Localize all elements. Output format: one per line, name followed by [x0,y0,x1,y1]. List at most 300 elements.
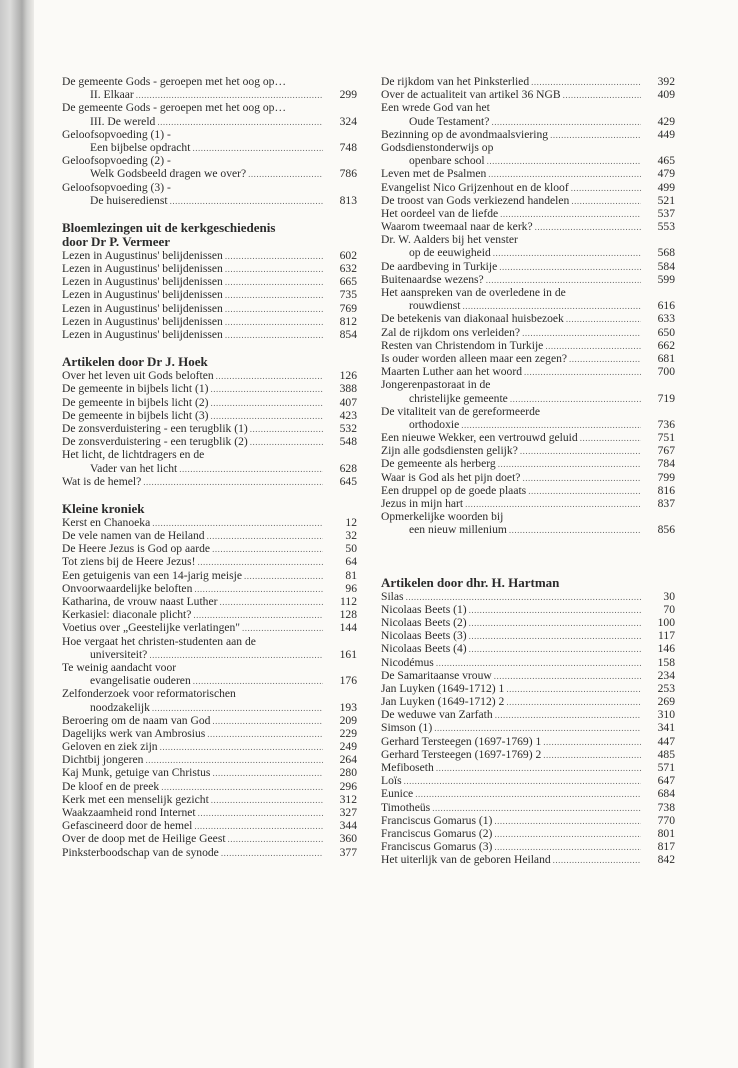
toc-page-number: 616 [657,299,675,313]
toc-row [381,774,675,787]
toc-row [62,806,357,819]
toc-entry-title: Jan Luyken (1649-1712) 2 [381,695,505,709]
toc-row [381,312,675,325]
toc-row [381,352,675,365]
toc-page-number: 269 [657,695,675,709]
toc-entry-title: Kerk met een menselijk gezicht [62,792,209,806]
toc-entry-title: De betekenis van diakonaal huisbezoek [381,312,564,326]
dot-leader [221,847,323,859]
dot-leader [469,630,641,642]
toc-entry [62,181,357,207]
toc-entry-title: Franciscus Gomarus (2) [381,826,493,840]
toc-entry [62,608,357,621]
dot-leader [469,604,641,616]
toc-page-number: 81 [345,568,357,582]
dot-leader [436,762,641,774]
toc-entry-title: Tot ziens bij de Heere Jezus! [62,555,196,569]
toc-entry-title: Kaj Munk, getuige van Christus [62,766,211,780]
toc-entry-title: Waakzaamheid rond Internet [62,806,196,819]
toc-entry [381,339,675,352]
toc-entry-title: op de eeuwigheid [409,246,491,260]
dot-leader [545,340,641,352]
toc-entry [381,629,675,642]
dot-leader [161,781,323,793]
toc-row [381,669,675,682]
dot-leader [193,675,323,687]
toc-entry [381,840,675,853]
toc-row [62,727,357,740]
toc-entry [62,262,357,275]
toc-entry-title: Geloofsopvoeding (2) - [62,154,171,168]
toc-entry-title: Vader van het licht [90,461,178,475]
toc-entry-title: De aardbeving in Turkije [381,259,498,273]
toc-entry [62,435,357,448]
dot-leader [228,833,323,845]
dot-leader [207,530,323,542]
toc-row [62,288,357,301]
dot-leader [406,591,641,603]
toc-page-number: 50 [345,542,357,556]
toc-page-number: 681 [657,351,675,365]
toc-entry [62,448,357,474]
dot-leader [210,397,323,409]
toc-entry [62,753,357,766]
toc-entry-title: Bezinning op de avondmaalsviering [381,127,549,141]
toc-entry [62,154,357,180]
hoek-entries [62,369,357,488]
toc-entry [62,582,357,595]
toc-row [381,405,675,418]
toc-entry-title: Gerhard Tersteegen (1697-1769) 2 [381,747,542,761]
toc-row [62,753,357,766]
toc-entry [62,766,357,779]
toc-entry-title: Jan Luyken (1649-1712) 1 [381,681,505,695]
toc-row [62,621,357,634]
toc-page-number: 407 [339,395,357,409]
toc-entry-title: Pinksterboodschap van de synode [62,845,219,859]
toc-page-number: 769 [339,301,357,315]
toc-entry-title: De weduwe van Zarfath [381,708,493,722]
dot-leader [212,715,323,727]
toc-row [62,141,357,154]
dot-leader [494,670,641,682]
toc-entry-title: Mefiboseth [381,761,434,774]
toc-row [62,181,357,194]
toc-entry-title: evangelisatie ouderen [90,674,191,688]
toc-entry-title: Lezen in Augustinus' belijdenissen [62,314,223,328]
dot-leader [436,657,641,669]
dot-leader [494,815,641,827]
toc-row [62,819,357,832]
toc-row [62,315,357,328]
toc-entry-title: Gerhard Tersteegen (1697-1769) 1 [381,734,542,748]
toc-page-number: 161 [339,647,357,661]
toc-entry [381,748,675,761]
toc-row [381,115,675,128]
toc-entry [62,595,357,608]
toc-row [381,590,675,603]
toc-row [381,642,675,655]
toc-entry-title: De gemeente Gods - geroepen met het oog op… [62,75,287,88]
toc-row [62,448,357,461]
toc-entry-title: Waarom tweemaal naar de kerk? [381,220,533,234]
toc-page-number: 700 [657,365,675,379]
toc-page-number: 144 [339,621,357,635]
dot-leader [143,476,323,488]
toc-page-number: 327 [339,806,357,819]
section-heading-kroniek: Kleine kroniek [62,500,145,516]
toc-row [381,378,675,391]
toc-entry [62,727,357,740]
toc-entry [381,827,675,840]
toc-row [62,462,357,475]
toc-row [381,484,675,497]
toc-row [381,457,675,470]
toc-page-number: 479 [657,167,675,181]
toc-entry-title: orthodoxie [409,417,460,431]
dot-leader [404,775,641,787]
toc-entry [381,669,675,682]
dot-leader [469,617,641,629]
toc-row [62,793,357,806]
toc-page-number: 296 [339,779,357,793]
toc-entry-title: Welk Godsbeeld dragen we over? [90,167,247,181]
toc-row [381,167,675,180]
toc-entry-title: Waar is God als het pijn doet? [381,470,521,484]
toc-row [381,523,675,536]
toc-page-number: 662 [657,338,675,352]
toc-row [381,339,675,352]
toc-page-number: 842 [657,853,675,867]
toc-row [381,101,675,114]
dot-leader [225,303,323,315]
toc-row [381,616,675,629]
toc-page-number: 449 [657,127,675,141]
dot-leader [207,728,323,740]
toc-row [62,262,357,275]
toc-entry [381,814,675,827]
dot-leader [543,736,641,748]
toc-row [62,832,357,845]
section-heading-hartman: Artikelen door dhr. H. Hartman [381,574,560,590]
dot-leader [179,463,323,475]
toc-row [62,595,357,608]
toc-entry [381,590,675,603]
toc-entry-title: Lezen in Augustinus' belijdenissen [62,262,223,276]
dot-leader [194,820,323,832]
toc-entry-title: noodzakelijk [90,700,150,714]
toc-row [381,299,675,312]
toc-entry [381,656,675,669]
toc-row [62,766,357,779]
toc-entry [62,635,357,661]
toc-entry-title: Lezen in Augustinus' belijdenissen [62,248,223,262]
toc-row [381,603,675,616]
toc-entry [381,207,675,220]
vermeer-entries [62,249,357,341]
toc-page-number: 738 [657,800,675,814]
toc-entry-title: Een bijbelse opdracht [90,140,191,154]
toc-row [62,674,357,687]
toc-page-number: 96 [345,581,357,595]
toc-page-number: 429 [657,114,675,128]
section-heading-hoek: Artikelen door Dr J. Hoek [62,354,208,370]
toc-entry-title: Kerkasiel: diaconale plicht? [62,608,192,622]
toc-entry [62,780,357,793]
toc-row [62,529,357,542]
toc-entry-title: De Samaritaanse vrouw [381,668,492,682]
toc-entry [62,687,357,713]
toc-page-number: 64 [345,555,357,569]
toc-row [381,418,675,431]
toc-row [381,286,675,299]
toc-page-number: 392 [657,75,675,88]
toc-entry [381,75,675,88]
dot-leader [152,517,323,529]
toc-page-number: 532 [339,421,357,435]
toc-row [381,853,675,866]
dot-leader [500,208,641,220]
dot-leader [197,556,323,568]
toc-entry [62,846,357,859]
toc-page-number: 816 [657,483,675,497]
toc-entry-title: De gemeente in bijbels licht (3) [62,408,209,422]
dot-leader [488,168,641,180]
toc-row [62,516,357,529]
toc-row [381,814,675,827]
toc-row [62,648,357,661]
toc-entry-title: rouwdienst [409,299,461,313]
toc-entry [62,661,357,687]
toc-entry [62,475,357,488]
hartman-entries [381,590,675,867]
toc-page-number: 767 [657,444,675,458]
toc-entry [62,832,357,845]
toc-entry [381,326,675,339]
toc-entry-title: Zal de rijkdom ons verleiden? [381,325,521,339]
toc-entry-title: De rijkdom van het Pinksterlied [381,75,530,88]
toc-entry [381,616,675,629]
toc-entry-title: Loïs [381,774,402,788]
toc-row [62,569,357,582]
toc-entry-title: Een nieuwe Wekker, een vertrouwd geluid [381,431,578,445]
toc-page-number: 599 [657,272,675,286]
page-binding-edge [0,0,34,1068]
dot-leader [563,89,641,101]
toc-page-number: 812 [339,314,357,328]
toc-row [62,780,357,793]
toc-row [62,740,357,753]
dot-leader [486,274,641,286]
toc-row [381,431,675,444]
toc-entry-title: Lezen in Augustinus' belijdenissen [62,275,223,289]
toc-entry [62,288,357,301]
dot-leader [225,316,323,328]
toc-entry-title: Kerst en Chanoeka [62,515,151,529]
toc-entry-title: een nieuw millenium [409,523,507,537]
toc-row [381,88,675,101]
toc-row [62,382,357,395]
toc-entry-title: Oude Testament? [409,114,490,128]
dot-leader [524,366,641,378]
dot-leader [487,155,641,167]
toc-page-number: 633 [657,312,675,326]
dot-leader [220,596,324,608]
toc-page-number: 264 [339,753,357,767]
toc-entry [381,352,675,365]
section-heading-vermeer [62,221,357,249]
dot-leader [225,263,323,275]
toc-row [381,365,675,378]
toc-row [62,409,357,422]
toc-page-number: 521 [657,193,675,207]
toc-page-number: 854 [339,328,357,341]
toc-row [381,444,675,457]
dot-leader [553,854,641,866]
toc-page-number: 736 [657,417,675,431]
dot-leader [509,524,641,536]
toc-page-number: 299 [339,88,357,102]
dot-leader [569,353,641,365]
toc-entry [381,801,675,814]
toc-entry-title: Een wrede God van het [381,101,490,115]
toc-page-number: 748 [339,140,357,154]
toc-page-number: 176 [339,674,357,688]
toc-entry [62,422,357,435]
left-column [62,75,357,859]
toc-entry-title: Franciscus Gomarus (1) [381,813,493,827]
dot-leader [522,472,641,484]
dot-leader [491,116,641,128]
toc-page-number: 786 [339,167,357,181]
toc-entry-title: Lezen in Augustinus' belijdenissen [62,288,223,302]
toc-entry [381,603,675,616]
toc-row [381,682,675,695]
toc-row [381,840,675,853]
toc-row [381,801,675,814]
toc-entry [381,378,675,404]
toc-entry-title: De zonsverduistering - een terugblik (2) [62,435,248,449]
toc-entry-title: Godsdienstonderwijs op [381,140,494,154]
toc-row [62,714,357,727]
dot-leader [434,722,641,734]
dot-leader [535,221,641,233]
toc-entry [381,405,675,431]
dot-leader [145,754,323,766]
toc-row [381,246,675,259]
toc-row [381,233,675,246]
toc-entry [381,181,675,194]
toc-page-number: 209 [339,713,357,727]
dot-leader [463,300,641,312]
toc-row [62,396,357,409]
dot-leader [225,289,323,301]
toc-page-number: 485 [657,747,675,761]
toc-entry-title: Voetius over „Geestelijke verlatingen" [62,621,241,635]
toc-entry-title: Nicolaas Beets (4) [381,642,467,656]
dot-leader [580,432,641,444]
toc-entry [381,774,675,787]
toc-page-number: 647 [657,774,675,788]
toc-entry-title: christelijke gemeente [409,391,508,405]
toc-entry [62,101,357,127]
left-top-entries [62,75,357,207]
toc-page-number: 784 [657,457,675,471]
toc-entry [381,167,675,180]
toc-entry [381,471,675,484]
toc-entry-title: Jongerenpastoraat in de [381,378,491,392]
dot-leader [432,802,641,814]
toc-page-number: 409 [657,88,675,102]
dot-leader [506,683,641,695]
toc-entry-title: De gemeente in bijbels licht (2) [62,395,209,409]
dot-leader [225,329,323,341]
toc-page-number: 735 [339,288,357,302]
toc-entry [62,128,357,154]
toc-entry [381,484,675,497]
toc-entry-title: Nicolaas Beets (1) [381,602,467,616]
toc-row [381,392,675,405]
toc-row [381,326,675,339]
toc-entry [381,444,675,457]
toc-entry-title: III. De wereld [90,114,156,128]
toc-entry [381,128,675,141]
toc-row [381,827,675,840]
toc-row [381,220,675,233]
toc-page-number: 665 [339,275,357,289]
toc-row [62,608,357,621]
dot-leader [225,276,323,288]
toc-page-number: 770 [657,813,675,827]
toc-row [381,141,675,154]
dot-leader [225,250,323,262]
toc-page-number: 813 [339,193,357,207]
toc-entry-title: Het aanspreken van de overledene in de [381,286,566,299]
dot-leader [152,702,323,714]
toc-row [381,273,675,286]
toc-entry [381,642,675,655]
toc-page-number: 817 [657,840,675,854]
dot-leader [495,709,641,721]
toc-page-number: 537 [657,206,675,220]
toc-page-number: 312 [339,792,357,806]
toc-entry-title: Is ouder worden alleen maar een zegen? [381,351,568,365]
toc-page-number: 447 [657,734,675,748]
toc-entry [381,431,675,444]
toc-row [381,656,675,669]
toc-row [62,275,357,288]
toc-entry-title: Maarten Luther aan het woord [381,365,522,379]
toc-page-number: 30 [663,589,675,603]
toc-entry-title: De Heere Jezus is God op aarde [62,542,211,556]
toc-page-number: 229 [339,726,357,740]
dot-leader [506,696,641,708]
toc-page-number: 12 [345,515,357,529]
toc-entry [62,382,357,395]
dot-leader [520,445,641,457]
toc-row [62,701,357,714]
toc-row [62,328,357,341]
toc-entry [62,740,357,753]
toc-entry [381,260,675,273]
toc-row [62,661,357,674]
toc-row [381,154,675,167]
toc-page-number: 117 [658,629,675,643]
toc-entry-title: De zonsverduistering - een terugblik (1) [62,421,248,435]
toc-entry-title: Nicodémus [381,655,434,669]
toc-row [381,194,675,207]
kroniek-entries [62,516,357,859]
